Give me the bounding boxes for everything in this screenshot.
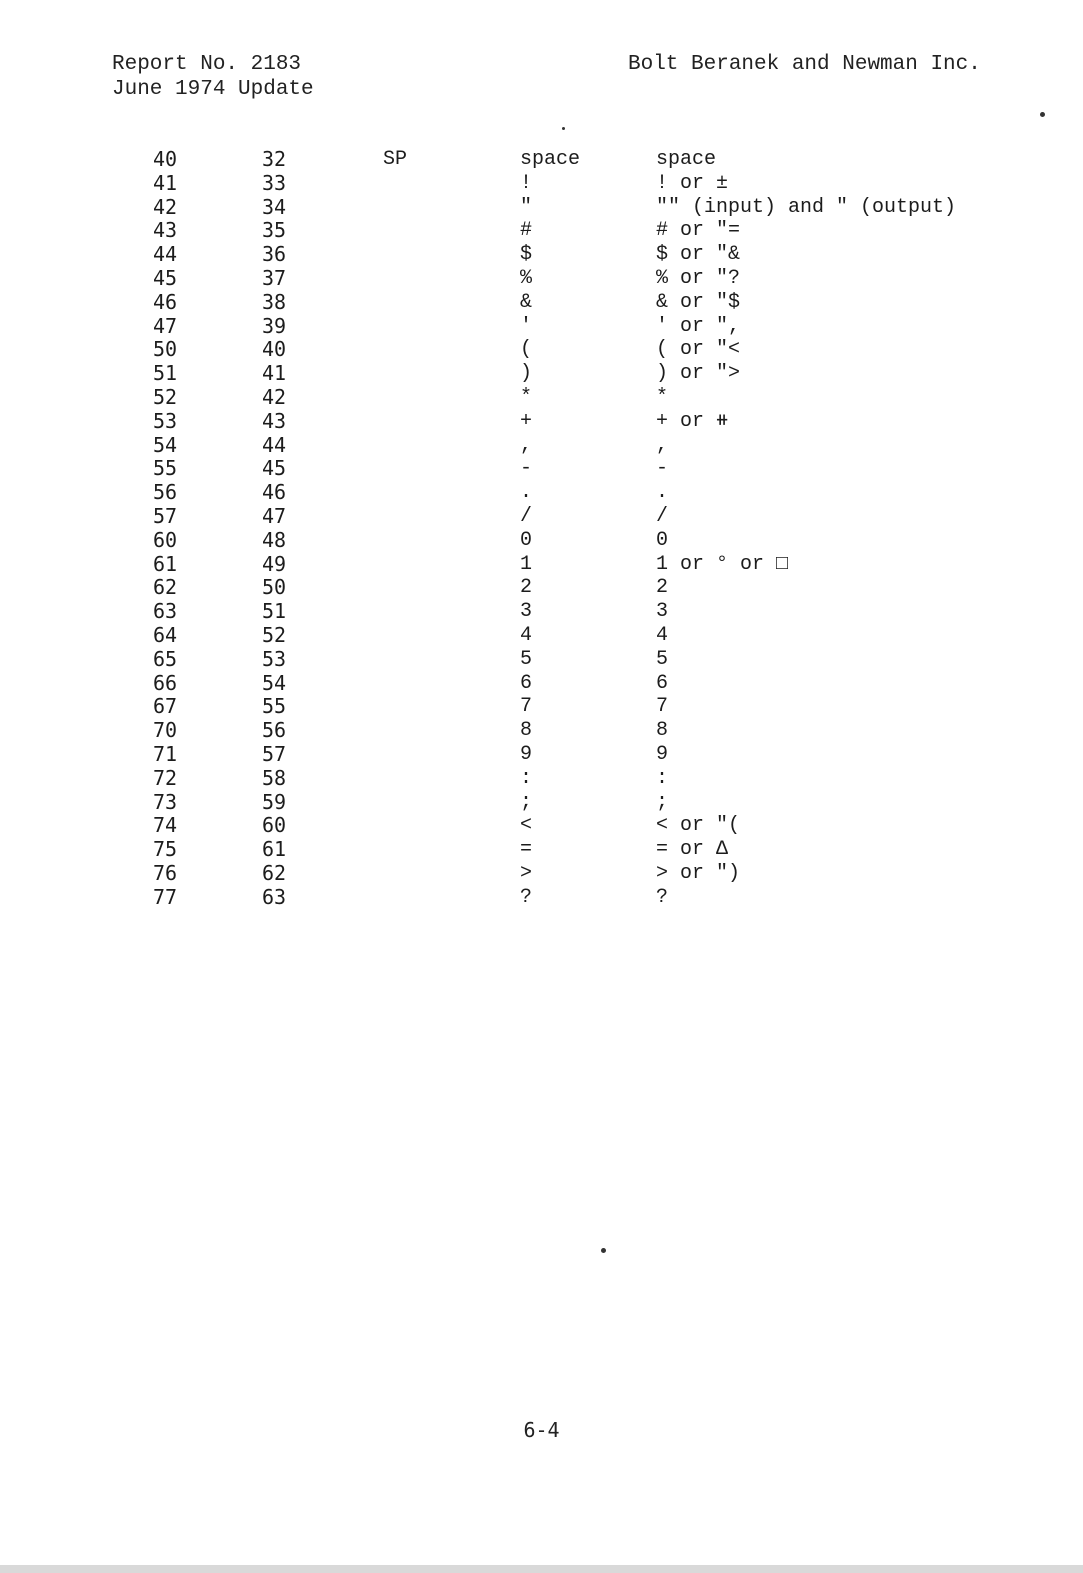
- table-row: [0, 862, 1083, 886]
- alternate-representation-cell: .: [656, 481, 669, 505]
- alternate-representation-cell: space: [656, 148, 717, 171]
- decimal-code-cell: 44: [262, 432, 287, 457]
- table-row: [0, 196, 1083, 220]
- character-cell: ": [520, 195, 533, 219]
- decimal-code-cell: 48: [262, 527, 287, 552]
- character-cell: /: [520, 504, 533, 528]
- table-row: [0, 886, 1083, 910]
- decimal-code-cell: 34: [262, 194, 287, 219]
- octal-code-cell: 66: [153, 670, 178, 695]
- table-row: [0, 791, 1083, 815]
- table-row: [0, 457, 1083, 481]
- decimal-code-cell: 52: [262, 622, 287, 647]
- decimal-code-cell: 58: [262, 765, 287, 790]
- decimal-code-cell: 54: [262, 670, 287, 695]
- octal-code-cell: 73: [153, 789, 178, 814]
- octal-code-cell: 51: [153, 361, 178, 386]
- alternate-representation-cell: + or ⧺: [656, 409, 729, 433]
- company-name: Bolt Beranek and Newman Inc.: [628, 53, 981, 76]
- octal-code-cell: 71: [153, 741, 178, 766]
- alternate-representation-cell: *: [656, 385, 669, 409]
- octal-code-cell: 75: [153, 837, 178, 862]
- character-cell: *: [520, 385, 533, 409]
- character-cell: +: [520, 409, 533, 433]
- decimal-code-cell: 32: [262, 147, 287, 171]
- octal-code-cell: 40: [153, 147, 178, 171]
- table-row: [0, 838, 1083, 862]
- character-cell: 8: [520, 719, 533, 743]
- report-number: Report No. 2183: [112, 53, 302, 76]
- character-cell: 0: [520, 528, 533, 552]
- decimal-code-cell: 57: [262, 741, 287, 766]
- octal-code-cell: 60: [153, 527, 178, 552]
- alternate-representation-cell: 2: [656, 576, 669, 600]
- decimal-code-cell: 33: [262, 170, 287, 195]
- character-cell: space: [520, 148, 581, 171]
- octal-code-cell: 55: [153, 456, 178, 481]
- decimal-code-cell: 51: [262, 599, 287, 624]
- octal-code-cell: 50: [153, 337, 178, 362]
- table-row: [0, 672, 1083, 696]
- octal-code-cell: 46: [153, 289, 178, 314]
- character-cell: <: [520, 814, 533, 838]
- octal-code-cell: 45: [153, 265, 178, 290]
- table-row: [0, 267, 1083, 291]
- alternate-representation-cell: ?: [656, 885, 669, 909]
- decimal-code-cell: 36: [262, 242, 287, 267]
- alternate-representation-cell: ' or ",: [656, 314, 741, 338]
- character-cell: $: [520, 243, 533, 267]
- character-cell: ,: [520, 433, 533, 457]
- decimal-code-cell: 62: [262, 860, 287, 885]
- character-cell: 2: [520, 576, 533, 600]
- decimal-code-cell: 40: [262, 337, 287, 362]
- alternate-representation-cell: 8: [656, 719, 669, 743]
- octal-code-cell: 43: [153, 218, 178, 243]
- alternate-representation-cell: 9: [656, 742, 669, 766]
- alternate-representation-cell: 3: [656, 600, 669, 624]
- character-cell: 6: [520, 671, 533, 695]
- alternate-representation-cell: ( or "<: [656, 338, 741, 362]
- report-update-date: June 1974 Update: [112, 78, 314, 101]
- decimal-code-cell: 53: [262, 646, 287, 671]
- character-cell: 9: [520, 742, 533, 766]
- table-row: [0, 410, 1083, 434]
- character-cell: #: [520, 219, 533, 243]
- octal-code-cell: 61: [153, 551, 178, 576]
- character-cell: 4: [520, 623, 533, 647]
- octal-code-cell: 74: [153, 813, 178, 838]
- character-cell: 5: [520, 647, 533, 671]
- octal-code-cell: 65: [153, 646, 178, 671]
- alternate-representation-cell: 4: [656, 623, 669, 647]
- octal-code-cell: 62: [153, 575, 178, 600]
- alternate-representation-cell: -: [656, 457, 669, 481]
- table-row: [0, 576, 1083, 600]
- octal-code-cell: 77: [153, 884, 178, 909]
- character-cell: ?: [520, 885, 533, 909]
- page-number: 6-4: [523, 1418, 560, 1442]
- table-row: [0, 291, 1083, 315]
- decimal-code-cell: 39: [262, 313, 287, 338]
- character-cell: 1: [520, 552, 533, 576]
- alternate-representation-cell: 7: [656, 695, 669, 719]
- decimal-code-cell: 45: [262, 456, 287, 481]
- table-row: [0, 481, 1083, 505]
- table-row: [0, 148, 1083, 172]
- table-row: [0, 219, 1083, 243]
- character-code-table: [0, 148, 1083, 910]
- character-cell: (: [520, 338, 533, 362]
- octal-code-cell: 63: [153, 599, 178, 624]
- table-row: [0, 362, 1083, 386]
- decimal-code-cell: 61: [262, 837, 287, 862]
- decimal-code-cell: 42: [262, 384, 287, 409]
- decimal-code-cell: 37: [262, 265, 287, 290]
- alternate-representation-cell: = or Δ: [656, 838, 729, 862]
- mnemonic-cell: SP: [383, 148, 408, 171]
- character-cell: &: [520, 290, 533, 314]
- decimal-code-cell: 50: [262, 575, 287, 600]
- character-cell: 7: [520, 695, 533, 719]
- table-row: [0, 767, 1083, 791]
- alternate-representation-cell: # or "=: [656, 219, 741, 243]
- octal-code-cell: 54: [153, 432, 178, 457]
- alternate-representation-cell: "" (input) and " (output): [656, 195, 957, 219]
- octal-code-cell: 42: [153, 194, 178, 219]
- alternate-representation-cell: 0: [656, 528, 669, 552]
- decimal-code-cell: 38: [262, 289, 287, 314]
- octal-code-cell: 72: [153, 765, 178, 790]
- decimal-code-cell: 63: [262, 884, 287, 909]
- alternate-representation-cell: & or "$: [656, 290, 741, 314]
- octal-code-cell: 47: [153, 313, 178, 338]
- decimal-code-cell: 46: [262, 480, 287, 505]
- octal-code-cell: 67: [153, 694, 178, 719]
- alternate-representation-cell: ! or ±: [656, 171, 729, 195]
- character-cell: !: [520, 171, 533, 195]
- table-row: [0, 315, 1083, 339]
- table-row: [0, 600, 1083, 624]
- alternate-representation-cell: ) or ">: [656, 362, 741, 386]
- table-row: [0, 386, 1083, 410]
- alternate-representation-cell: % or "?: [656, 266, 741, 290]
- table-row: [0, 505, 1083, 529]
- scan-speck: [601, 1248, 606, 1253]
- octal-code-cell: 56: [153, 480, 178, 505]
- alternate-representation-cell: /: [656, 504, 669, 528]
- decimal-code-cell: 47: [262, 503, 287, 528]
- alternate-representation-cell: > or "): [656, 861, 741, 885]
- octal-code-cell: 70: [153, 718, 178, 743]
- decimal-code-cell: 41: [262, 361, 287, 386]
- octal-code-cell: 53: [153, 408, 178, 433]
- decimal-code-cell: 49: [262, 551, 287, 576]
- octal-code-cell: 52: [153, 384, 178, 409]
- octal-code-cell: 41: [153, 170, 178, 195]
- report-header: [112, 52, 314, 102]
- octal-code-cell: 64: [153, 622, 178, 647]
- table-row: [0, 243, 1083, 267]
- alternate-representation-cell: ;: [656, 790, 669, 814]
- table-row: [0, 814, 1083, 838]
- decimal-code-cell: 60: [262, 813, 287, 838]
- scan-speck: [1040, 112, 1045, 117]
- character-cell: >: [520, 861, 533, 885]
- table-row: [0, 529, 1083, 553]
- table-row: [0, 695, 1083, 719]
- decimal-code-cell: 59: [262, 789, 287, 814]
- character-cell: ;: [520, 790, 533, 814]
- table-row: [0, 624, 1083, 648]
- decimal-code-cell: 43: [262, 408, 287, 433]
- character-cell: %: [520, 266, 533, 290]
- table-row: [0, 338, 1083, 362]
- alternate-representation-cell: 1 or ° or □: [656, 552, 789, 576]
- character-cell: =: [520, 838, 533, 862]
- alternate-representation-cell: $ or "&: [656, 243, 741, 267]
- decimal-code-cell: 35: [262, 218, 287, 243]
- viewer-bottom-edge: [0, 1565, 1083, 1573]
- alternate-representation-cell: ,: [656, 433, 669, 457]
- decimal-code-cell: 55: [262, 694, 287, 719]
- decimal-code-cell: 56: [262, 718, 287, 743]
- character-cell: :: [520, 766, 533, 790]
- table-row: [0, 434, 1083, 458]
- character-cell: ): [520, 362, 533, 386]
- character-cell: .: [520, 481, 533, 505]
- alternate-representation-cell: 5: [656, 647, 669, 671]
- scan-speck: [562, 127, 565, 130]
- table-row: [0, 743, 1083, 767]
- table-row: [0, 553, 1083, 577]
- table-row: [0, 719, 1083, 743]
- character-cell: -: [520, 457, 533, 481]
- table-row: [0, 648, 1083, 672]
- alternate-representation-cell: :: [656, 766, 669, 790]
- octal-code-cell: 44: [153, 242, 178, 267]
- octal-code-cell: 57: [153, 503, 178, 528]
- character-cell: 3: [520, 600, 533, 624]
- octal-code-cell: 76: [153, 860, 178, 885]
- character-cell: ': [520, 314, 533, 338]
- table-row: [0, 172, 1083, 196]
- alternate-representation-cell: < or "(: [656, 814, 741, 838]
- alternate-representation-cell: 6: [656, 671, 669, 695]
